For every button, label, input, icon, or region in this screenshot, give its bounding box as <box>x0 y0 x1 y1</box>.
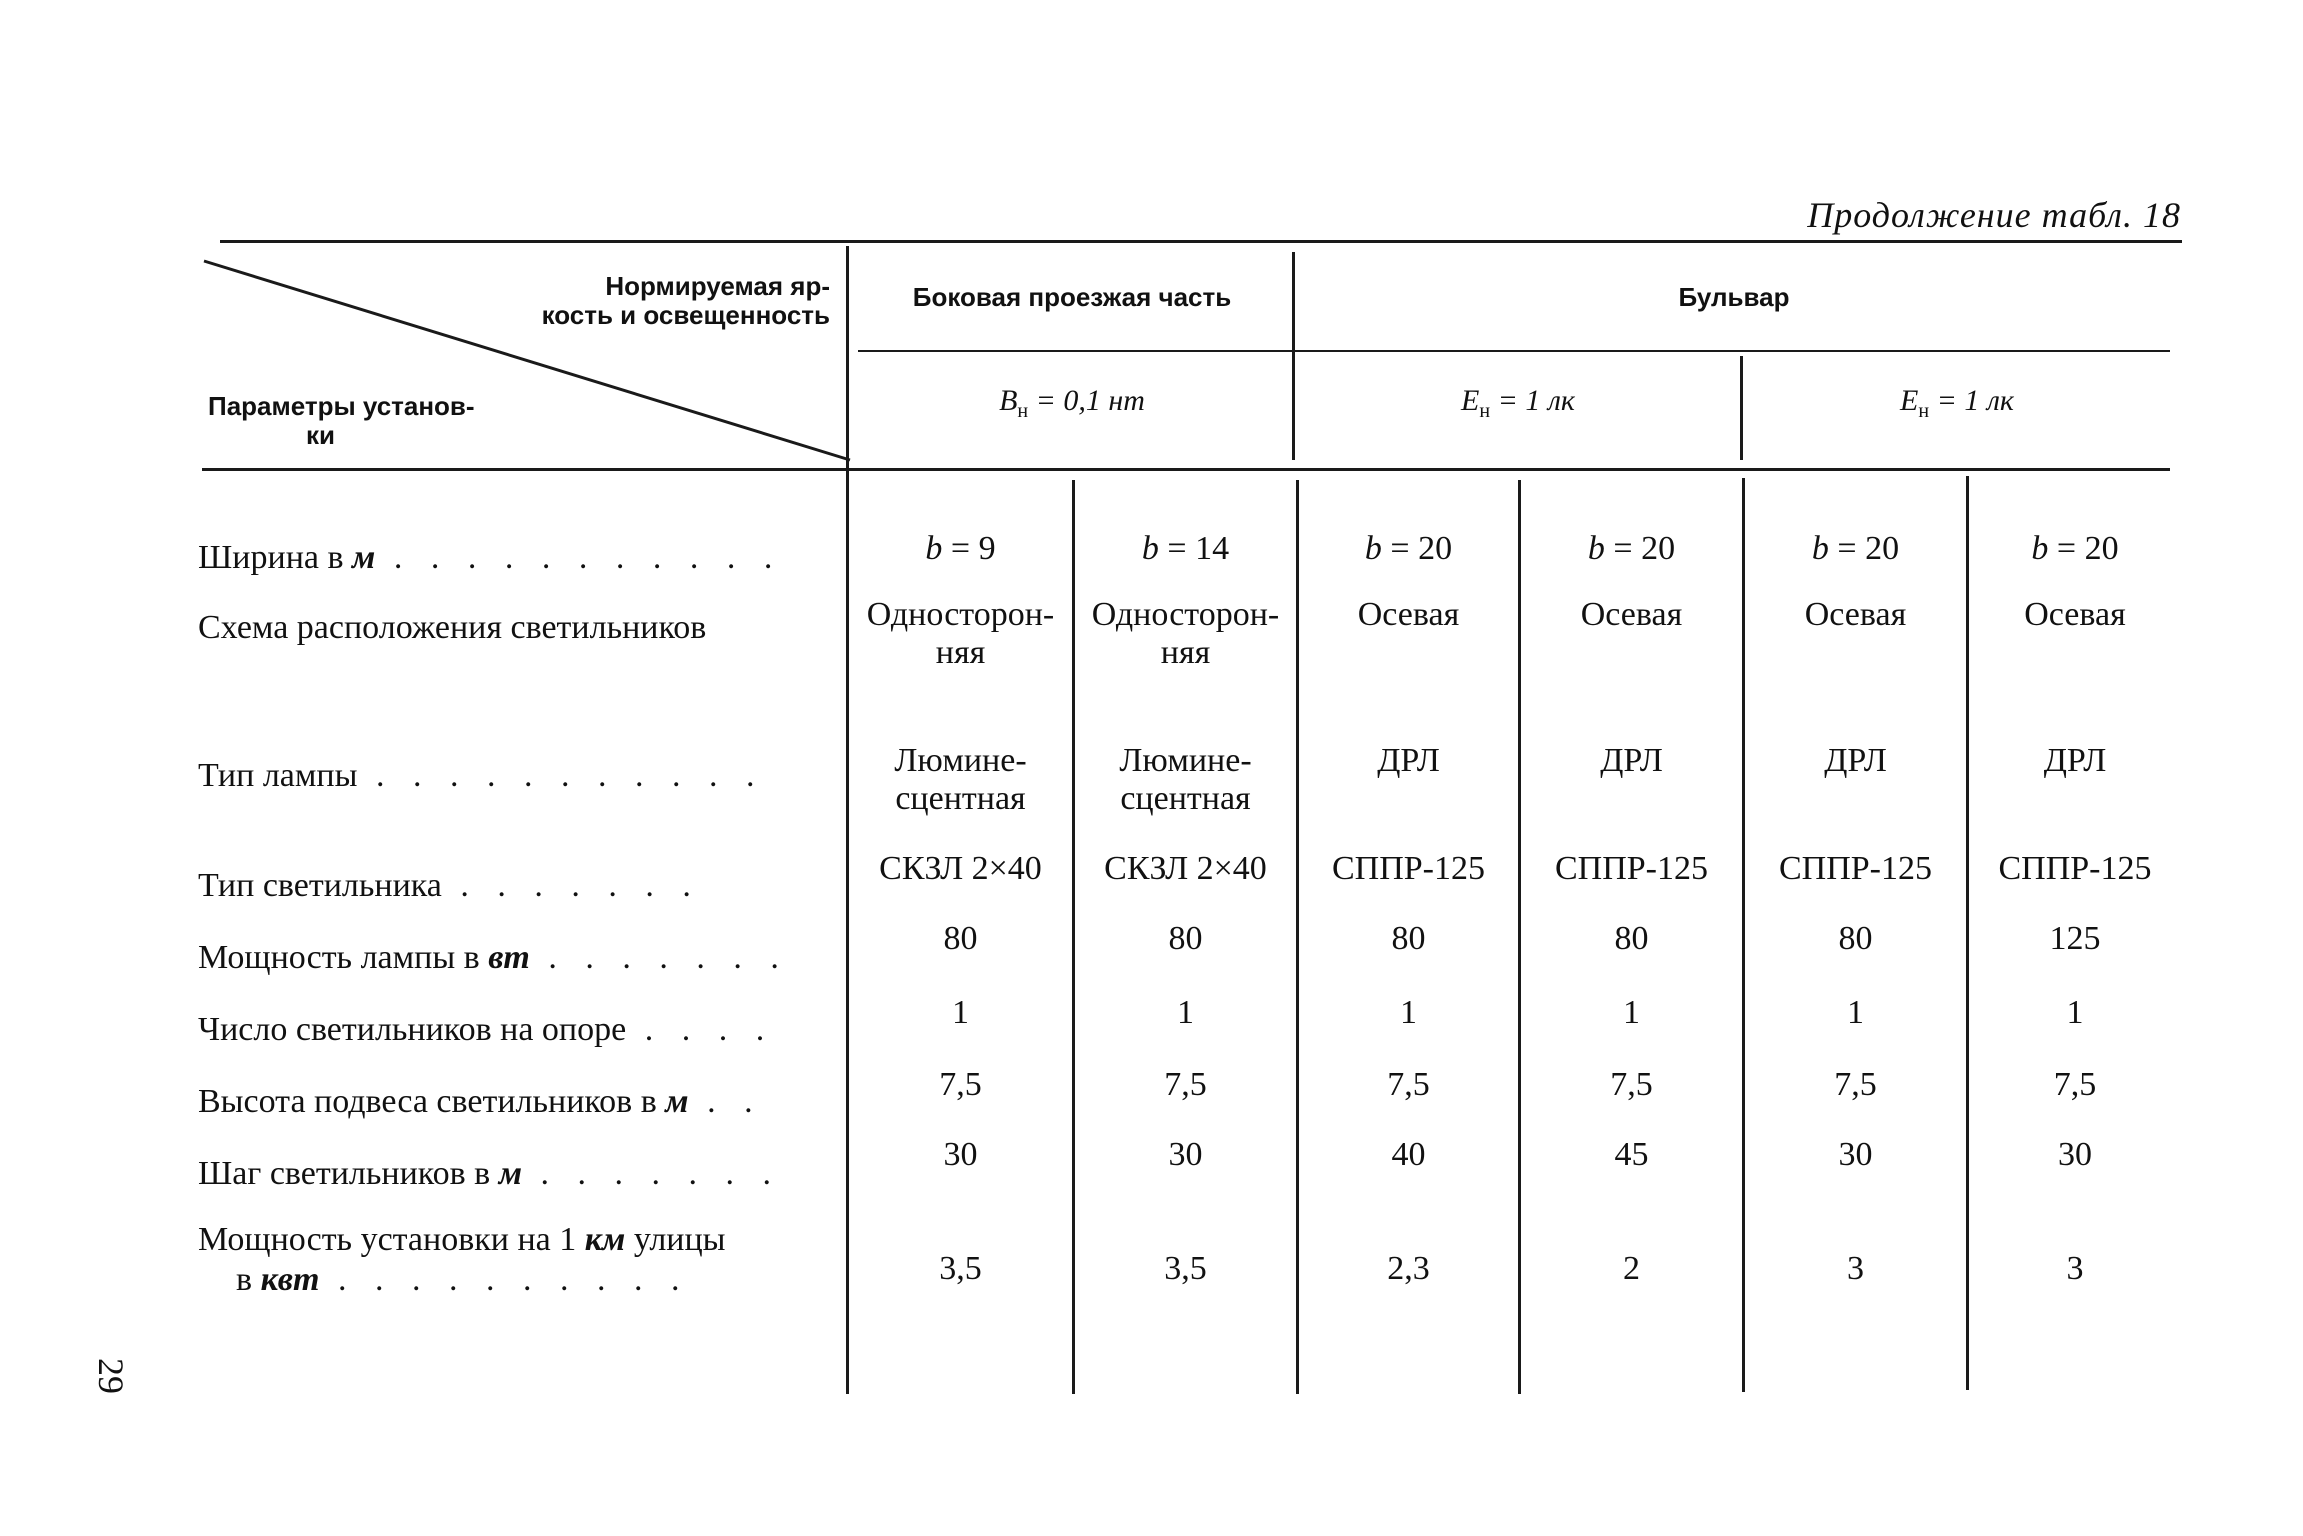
table-cell: СППР-125 <box>1998 850 2152 887</box>
table-cell: b = 20 <box>1811 530 1900 567</box>
row-label-luminaire-type: Тип светильника . . . . . . . <box>198 867 701 904</box>
table-cell: СППР-125 <box>1778 850 1933 887</box>
table-cell: 40 <box>1391 1136 1426 1173</box>
table-cell: 7,5 <box>1164 1066 1207 1103</box>
table-cell: СППР-125 <box>1331 850 1486 887</box>
row-label-install-power: Мощность установки на 1 км улицы в квт . . . . . . . . . . <box>198 1221 726 1298</box>
table-cell: ДРЛ <box>1600 742 1663 779</box>
table-cell: 3 <box>2066 1250 2084 1287</box>
table-cell: 7,5 <box>939 1066 982 1103</box>
table-cell: b = 14 <box>1141 530 1230 567</box>
table-cell: СКЗЛ 2×40 <box>879 850 1042 887</box>
col-divider-header-mid <box>1292 252 1295 460</box>
row-label-width: Ширина в м . . . . . . . . . . . <box>198 539 783 576</box>
table-cell: 2 <box>1623 1250 1640 1287</box>
group-header-boulevard: Бульвар <box>1678 282 1790 312</box>
table-cell: b = 20 <box>1587 530 1676 567</box>
table-cell: 3 <box>1847 1250 1864 1287</box>
table-cell: СППР-125 <box>1554 850 1709 887</box>
table-cell: 1 <box>2066 994 2084 1031</box>
table-cell: 80 <box>1391 920 1426 957</box>
table-cell: 30 <box>1838 1136 1873 1173</box>
table-cell: ДРЛ <box>2043 742 2107 779</box>
row-label-height: Высота подвеса светильников в м . . <box>198 1083 763 1120</box>
table-cell: 3,5 <box>939 1250 982 1287</box>
table-cell: 80 <box>1614 920 1649 957</box>
table-cell: ДРЛ <box>1377 742 1440 779</box>
table-cell: 3,5 <box>1164 1250 1207 1287</box>
table-top-rule <box>220 240 2182 243</box>
group-divider-rule <box>858 350 2170 352</box>
row-label-count: Число светильников на опоре . . . . <box>198 1011 775 1048</box>
norm-formula-2: $E_н = 1$ лк <box>1461 384 1575 422</box>
table-cell: Осевая <box>1580 596 1683 633</box>
table-cell: 7,5 <box>1610 1066 1653 1103</box>
table-cell: b = 20 <box>2031 530 2119 567</box>
table-cell: Люмине- сцентная <box>1119 742 1252 817</box>
row-label-lamp-power: Мощность лампы в вт . . . . . . . <box>198 939 789 976</box>
table-cell: 30 <box>943 1136 978 1173</box>
table-cell: Осевая <box>1804 596 1907 633</box>
norm-formula-3: $E_н = 1$ лк <box>1900 384 2014 422</box>
row-label-lamp-type: Тип лампы . . . . . . . . . . . <box>198 757 765 794</box>
table-cell: 80 <box>943 920 978 957</box>
table-cell: 7,5 <box>2053 1066 2097 1103</box>
table-cell: 2,3 <box>1387 1250 1430 1287</box>
row-label-step: Шаг светильников в м . . . . . . . <box>198 1155 781 1192</box>
table-cell: 1 <box>1400 994 1417 1031</box>
table-cell: СКЗЛ 2×40 <box>1104 850 1267 887</box>
page-number: 29 <box>91 1358 131 1394</box>
table-caption: Продолжение табл. 18 <box>1807 195 2181 235</box>
table-cell: 80 <box>1838 920 1873 957</box>
table-cell: 125 <box>2049 920 2101 957</box>
table-cell: b = 9 <box>925 530 996 567</box>
table-cell: Осевая <box>1357 596 1460 633</box>
table-cell: 80 <box>1168 920 1203 957</box>
table-cell: 7,5 <box>1387 1066 1430 1103</box>
table-cell: 30 <box>1168 1136 1203 1173</box>
table-cell: Люмине- сцентная <box>894 742 1027 817</box>
table-cell: Осевая <box>2024 596 2126 633</box>
table-cell: b = 20 <box>1364 530 1453 567</box>
row-label-scheme: Схема расположения светильников <box>198 609 707 646</box>
group-header-side-road: Боковая проезжая часть <box>912 282 1232 312</box>
table-cell: 1 <box>952 994 969 1031</box>
table-cell: ДРЛ <box>1824 742 1887 779</box>
table-cell: Односторон- няя <box>1091 596 1280 671</box>
table-cell: 1 <box>1623 994 1640 1031</box>
table-cell: 45 <box>1614 1136 1649 1173</box>
col-divider-header-right <box>1740 356 1743 460</box>
header-bottom-rule <box>202 468 2170 471</box>
table-cell: 7,5 <box>1834 1066 1877 1103</box>
corner-header-bottom: Параметры установ- ки <box>208 391 475 450</box>
table-cell: 1 <box>1177 994 1194 1031</box>
table-cell: Односторон- няя <box>866 596 1055 671</box>
norm-formula-1: $B_н = 0,1$ нт <box>999 384 1145 422</box>
table-cell: 30 <box>2058 1136 2092 1173</box>
col-divider-0 <box>846 246 849 1394</box>
corner-header-top: Нормируемая яр- кость и освещенность <box>541 271 830 330</box>
table-cell: 1 <box>1847 994 1864 1031</box>
